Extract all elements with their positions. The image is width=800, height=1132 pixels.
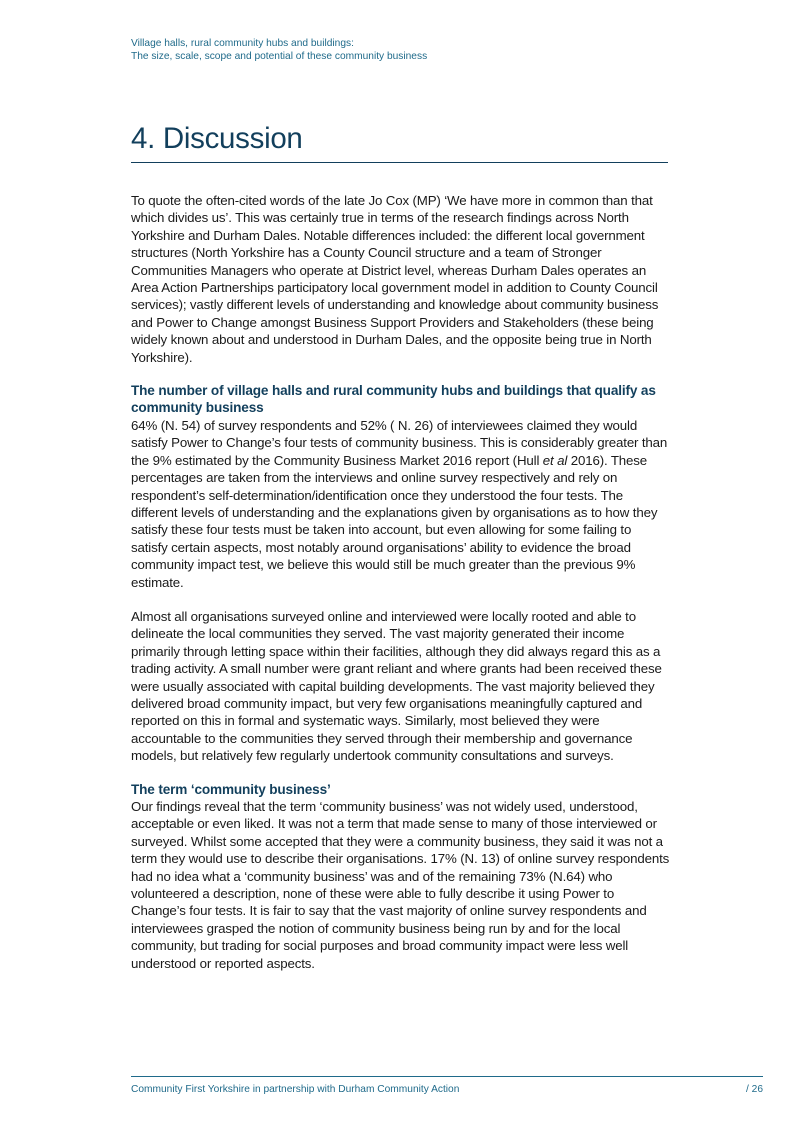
paragraph-emphasis: et al — [542, 452, 568, 468]
section-heading-term: The term ‘community business’ — [131, 781, 331, 797]
title-divider — [131, 162, 668, 163]
running-header — [131, 37, 427, 63]
page-title: 4. Discussion — [131, 122, 303, 155]
body-content — [131, 192, 671, 972]
section-heading-qualify: The number of village halls and rural community hubs and buildings that qualify as community business — [131, 383, 656, 416]
section-qualify-paragraph-2: Almost all organisations surveyed online and interviewed were locally rooted and able to delineate the local communities they served. The vast majority generated their income primarily through letting space within their facilities, although they did always regard this as a trading activity. A small number were grant reliant and where grants had been received these were usually associated with capital building developments. The vast majority believed they delivered broad community impact, but very few organisations meaningfully captured and reported on this in formal and systematic ways. Similarly, most believed they were accountable to the communities they served through their membership and governance models, but relatively few regularly undertook community consultations and surveys. — [131, 608, 662, 764]
paragraph-text-part: 2016). These percentages are taken from the interviews and online survey respectively and rely on respondent’s self-determination/identification once they understood the four tests. The different levels of understanding and the explanations given by organisations as to how they satisfy these four tests must be taken into account, but even allowing for some failing to satisfy certain aspects, most notably around organisations’ ability to evidence the broad community impact test, we believe this would still be much greater than the previous 9% estimate. — [131, 452, 658, 590]
paragraph-text-part: 64% (N. 54) of survey respondents and 52% ( N. 26) of interviewees claimed they would satisfy Power to Change’s four tests of community business. This is considerably greater than the 9% estimated by the Community Business Market 2016 report (Hull — [131, 417, 668, 468]
page-number: / 26 — [746, 1084, 763, 1095]
section-qualify-paragraph-1 — [131, 417, 671, 591]
intro-paragraph: To quote the often-cited words of the late Jo Cox (MP) ‘We have more in common than that which divides us’. This was certainly true in terms of the research findings across North Yorkshire and Durham Dales. Notable differences included: the different local government structures (North Yorkshire has a County Council structure and a team of Stronger Communities Managers who operate at District level, whereas Durham Dales operates an Area Action Partnerships participatory local government model in addition to County Council services); vastly different levels of understanding and knowledge about community business and Power to Change amongst Business Support Providers and Stakeholders (these being widely known about and understood in Durham Dales, and the opposite being true in North Yorkshire). — [131, 193, 659, 365]
section-term-paragraph-1: Our findings reveal that the term ‘community business’ was not widely used, understood, acceptable or even liked. It was not a term that made sense to many of those interviewed or surveyed. Whilst some accepted that they were a community business, they said it was not a term they would use to describe their organisations. 17% (N. 13) of online survey respondents had no idea what a ‘community business’ was and of the remaining 73% (N.64) who volunteered a description, none of these were able to fully describe it using Power to Change’s four tests. It is fair to say that the vast majority of online survey respondents and interviewees grasped the notion of community business being run by and for the local community, but trading for social purposes and broad community impact were less well understood or reported aspects. — [131, 799, 670, 971]
footer-divider — [131, 1076, 763, 1077]
footer-credit: Community First Yorkshire in partnership with Durham Community Action — [131, 1084, 460, 1095]
running-header-line-2: The size, scale, scope and potential of these community business — [131, 51, 428, 62]
running-header-line-1: Village halls, rural community hubs and buildings: — [131, 38, 354, 49]
